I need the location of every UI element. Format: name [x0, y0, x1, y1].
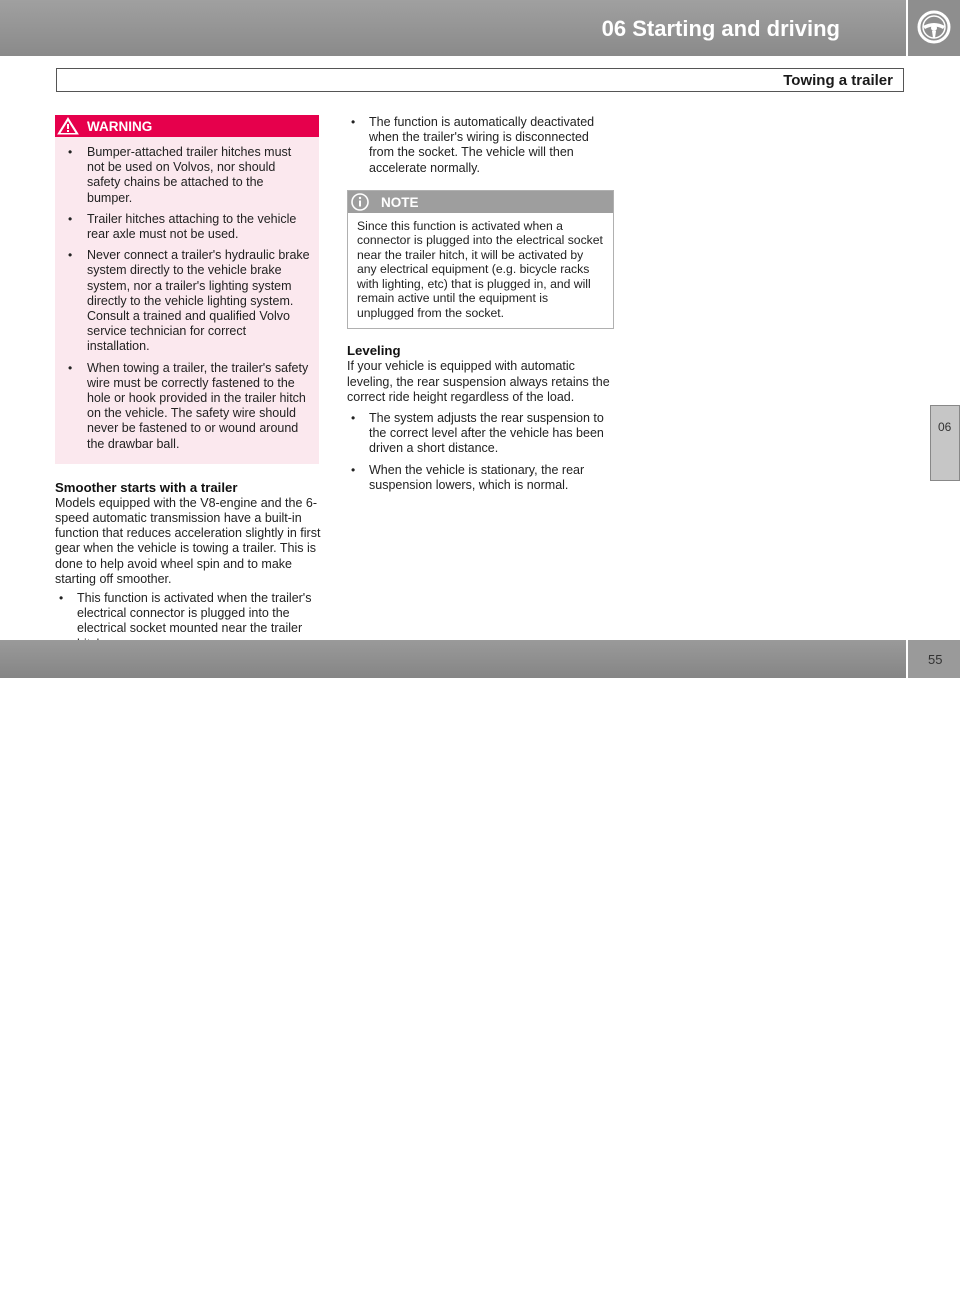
warning-item: • Bumper-attached trailer hitches must not be used on Volvos, nor should safety chains be attached to the bumper. — [65, 145, 311, 206]
leveling-text: If your vehicle is equipped with automatic leveling, the rear suspension always retains the correct ride height regardless of the load. — [347, 359, 610, 404]
warning-item: • Never connect a trailer's hydraulic brake system directly to the vehicle brake system, nor a trailer's lighting system directly to the vehicle lighting system. Consult a trained and qualified Volvo service technician for correct installation. — [65, 248, 311, 354]
info-icon — [351, 193, 371, 211]
side-tab-label: 06 — [938, 420, 952, 434]
leveling-item: • The system adjusts the rear suspension to the correct level after the vehicle has been driven a short distance. — [347, 411, 615, 457]
note-box — [347, 190, 614, 330]
smoother-item: • The function is automatically deactivated when the trailer's wiring is disconnected from the socket. The vehicle will then accelerate normally. — [347, 115, 615, 176]
left-column — [55, 115, 321, 658]
note-header — [348, 191, 613, 213]
leveling-heading: Leveling — [347, 343, 401, 359]
warning-triangle-icon — [57, 117, 79, 135]
warning-header — [55, 115, 319, 137]
leveling-item: • When the vehicle is stationary, the rear suspension lowers, which is normal. — [347, 463, 615, 493]
steering-wheel-icon — [916, 9, 952, 45]
smoother-text: Models equipped with the V8-engine and the 6-speed automatic transmission have a built-in function that reduces acceleration slightly in first gear when the vehicle is towing a trailer. This is done to help avoid wheel spin and to make starting off smoother. — [55, 495, 321, 586]
watermark: carmanualsonline.info — [560, 1288, 766, 1310]
warning-item: • Trailer hitches attaching to the vehicle rear axle must not be used. — [65, 212, 311, 242]
right-column — [347, 115, 615, 499]
page-number: 55 — [928, 652, 943, 667]
warning-title: WARNING — [87, 119, 153, 134]
footer-bar — [0, 640, 906, 1310]
leveling-list — [347, 411, 615, 493]
warning-box — [55, 115, 319, 464]
section-bar — [56, 68, 904, 92]
warning-item: • When towing a trailer, the trailer's safety wire must be correctly fastened to the hole or hook provided in the trailer hitch on the vehicle. The safety wire should never be fastened to or wound around the drawbar ball. — [65, 361, 311, 452]
page-number-box — [906, 640, 960, 678]
chapter-side-tab[interactable] — [930, 405, 960, 481]
chapter-icon-box — [906, 0, 960, 56]
chapter-title: 06 Starting and driving — [601, 16, 840, 41]
smoother-item: • This function is activated when the trailer's electrical connector is plugged into the electrical socket mounted near the trailer — [55, 591, 321, 652]
smoother-list-continued — [347, 115, 615, 176]
warning-list — [55, 137, 319, 452]
header-bar — [0, 0, 906, 56]
section-title: Towing a trailer — [783, 72, 893, 89]
note-title: NOTE — [381, 194, 419, 210]
note-text: Since this function is activated when a connector is plugged into the electrical socket near the trailer hitch, it will be activated by any electrical equipment (e.g. bicycle racks with lighting, etc) that is plugged in, and will remain active until the equipment is unplugged from the socket. — [357, 218, 603, 320]
smoother-heading: Smoother starts with a trailer — [55, 479, 238, 495]
